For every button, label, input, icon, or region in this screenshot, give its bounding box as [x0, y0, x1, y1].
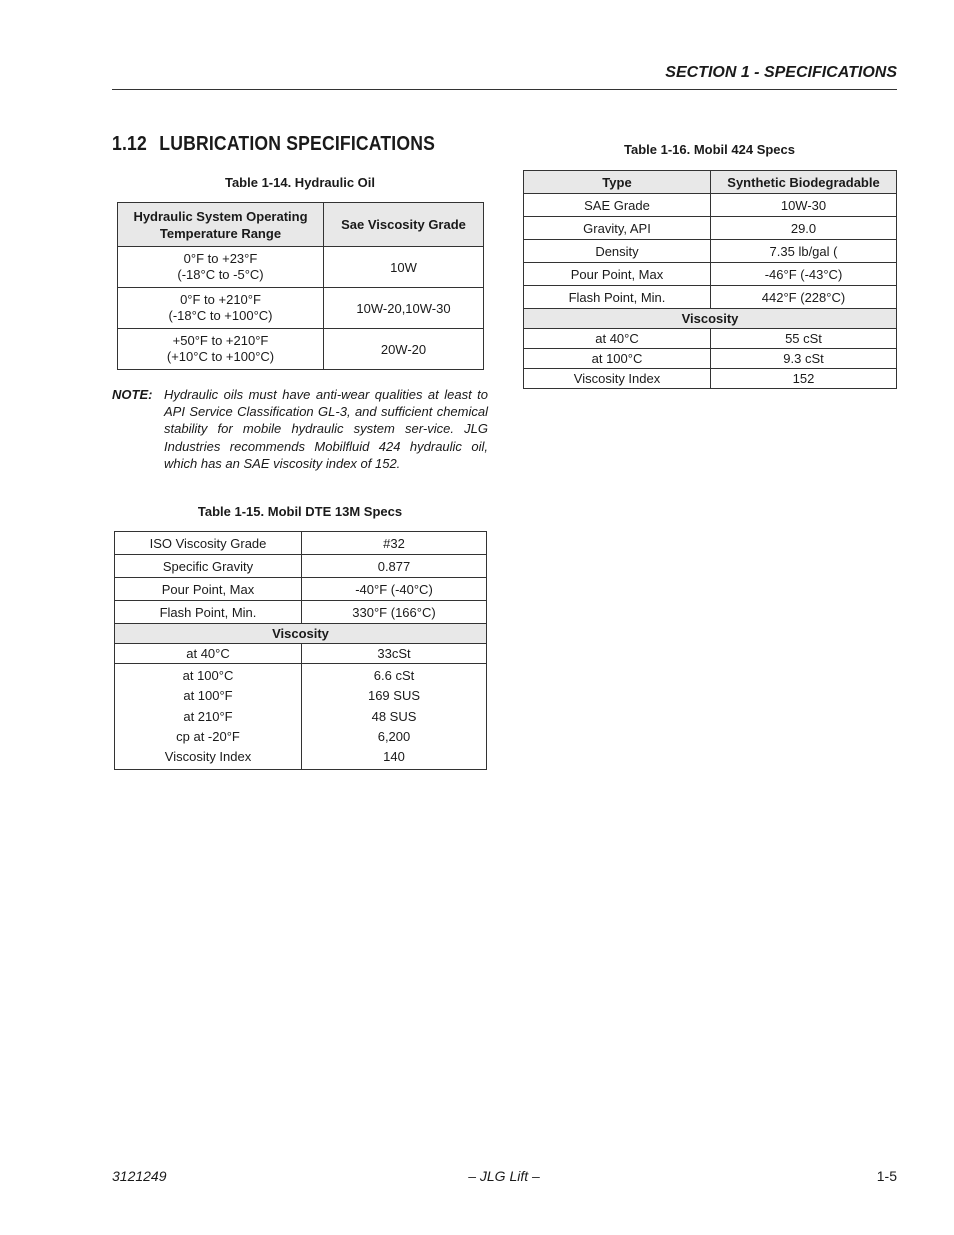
table-row: [118, 247, 484, 288]
viscosity-subheader: Viscosity: [115, 624, 487, 644]
table-cell: 0°F to +210°F (-18°C to +100°C): [118, 288, 324, 329]
table-hydraulic-oil: [117, 202, 484, 370]
table-row: [524, 369, 897, 389]
table-cell: 0.877: [302, 555, 487, 578]
table-cell: 0°F to +23°F (-18°C to -5°C): [118, 247, 324, 288]
table-cell: 9.3 cSt: [711, 349, 897, 369]
table-cell: 55 cSt: [711, 329, 897, 349]
table-cell: #32: [302, 532, 487, 555]
table-row: [524, 263, 897, 286]
table-row: [524, 194, 897, 217]
table-row: [524, 217, 897, 240]
table-cell: 29.0: [711, 217, 897, 240]
table-cell: 33cSt: [302, 644, 487, 664]
table-cell: Viscosity Index: [524, 369, 711, 389]
table-cell: Pour Point, Max: [115, 578, 302, 601]
table-row: [115, 664, 487, 770]
section-number: 1.12: [112, 133, 147, 155]
table-header: Type: [524, 171, 711, 194]
header-rule: [112, 89, 897, 90]
section-heading: [112, 133, 435, 156]
table-14-caption: Table 1-14. Hydraulic Oil: [224, 175, 376, 190]
table-cell: 10W-20,10W-30: [324, 288, 484, 329]
table-row: [115, 624, 487, 644]
table-cell: at 40°C: [115, 644, 302, 664]
footer-doc-number: 3121249: [112, 1168, 167, 1184]
table-cell: 20W-20: [324, 329, 484, 370]
table-cell: at 100°C at 100°F at 210°F cp at -20°F Viscosity Index: [115, 664, 302, 770]
table-cell: Specific Gravity: [115, 555, 302, 578]
table-16-caption: Table 1-16. Mobil 424 Specs: [624, 142, 795, 157]
table-row: [524, 349, 897, 369]
table-cell: Flash Point, Min.: [115, 601, 302, 624]
section-title: LUBRICATION SPECIFICATIONS: [159, 133, 436, 155]
table-cell: at 100°C: [524, 349, 711, 369]
table-cell: 10W: [324, 247, 484, 288]
table-cell: 152: [711, 369, 897, 389]
table-header: Sae Viscosity Grade: [324, 203, 484, 247]
table-cell: 442°F (228°C): [711, 286, 897, 309]
table-cell: -40°F (-40°C): [302, 578, 487, 601]
table-cell: Flash Point, Min.: [524, 286, 711, 309]
table-row: [524, 286, 897, 309]
table-row: [115, 601, 487, 624]
table-cell: +50°F to +210°F (+10°C to +100°C): [118, 329, 324, 370]
table-cell: SAE Grade: [524, 194, 711, 217]
table-cell: -46°F (-43°C): [711, 263, 897, 286]
footer-center: – JLG Lift –: [468, 1168, 540, 1184]
table-row: [115, 578, 487, 601]
table-cell: 330°F (166°C): [302, 601, 487, 624]
table-cell: Gravity, API: [524, 217, 711, 240]
note-label: NOTE:: [112, 387, 153, 402]
table-cell: 7.35 lb/gal (: [711, 240, 897, 263]
table-row: [524, 240, 897, 263]
footer-page-number: 1-5: [876, 1168, 897, 1184]
table-row: [115, 644, 487, 664]
table-header: Hydraulic System Operating Temperature Range: [118, 203, 324, 247]
table-row: [118, 288, 484, 329]
table-row: [115, 532, 487, 555]
table-cell: Pour Point, Max: [524, 263, 711, 286]
table-row: [115, 555, 487, 578]
table-15-caption: Table 1-15. Mobil DTE 13M Specs: [197, 504, 403, 519]
viscosity-subheader: Viscosity: [524, 309, 897, 329]
table-cell: ISO Viscosity Grade: [115, 532, 302, 555]
table-mobil-424: [523, 170, 897, 389]
note-text: Hydraulic oils must have anti-wear qualities at least to API Service Classification GL-3, and sufficient chemical stability for mobile hydraulic system ser-vice. JLG Industries recommends Mobilfluid 424 hydraulic oil, which has an SAE viscosity index of 152.: [164, 387, 488, 471]
note: [112, 386, 488, 472]
table-mobil-dte-13m: [114, 531, 487, 770]
table-header: Synthetic Biodegradable: [711, 171, 897, 194]
section-header: SECTION 1 - SPECIFICATIONS: [665, 64, 897, 81]
table-row: [524, 309, 897, 329]
table-cell: 6.6 cSt 169 SUS 48 SUS 6,200 140: [302, 664, 487, 770]
table-cell: 10W-30: [711, 194, 897, 217]
table-cell: Density: [524, 240, 711, 263]
table-row: [524, 329, 897, 349]
table-cell: at 40°C: [524, 329, 711, 349]
table-row: [118, 329, 484, 370]
